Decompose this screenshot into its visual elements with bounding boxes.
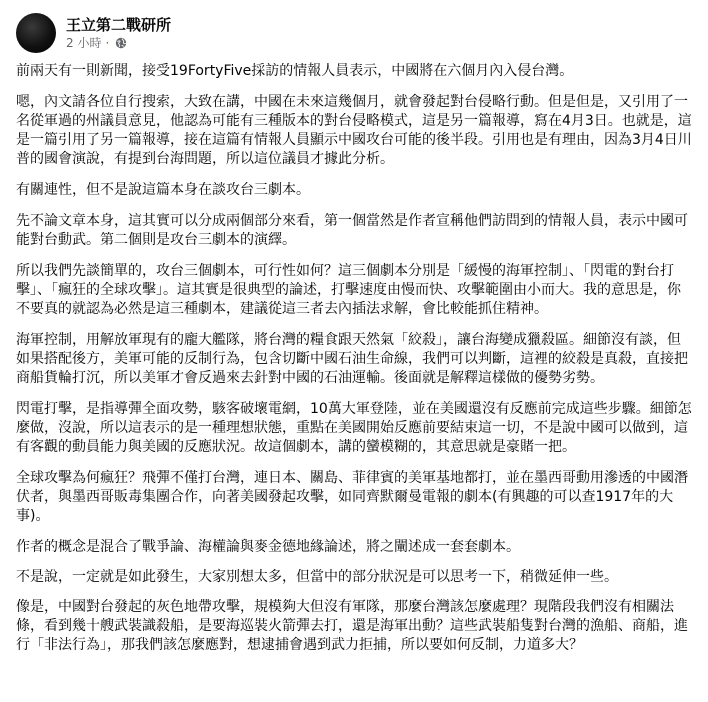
meta-separator: · bbox=[105, 36, 110, 50]
post-paragraph-6: 海軍控制，用解放軍現有的龐大艦隊，將台灣的糧食跟天然氣「絞殺」，讓台海變成獵殺區。細節沒有談，但如果搭配後方，美軍可能的反制行為，包含切斷中國石油生命線，我們可以判斷，這裡的絞殺是真殺，直接把商船貨輪打沉，所以美軍才會反過來去針對中國的石油運輸。後面就是解釋這樣做的優勢劣勢。 bbox=[16, 332, 688, 386]
post-paragraph-11: 像是，中國對台發起的灰色地帶攻擊，規模夠大但沒有軍隊，那麼台灣該怎麼處理？現階段我們沒有相關法條，看到幾十艘武裝識殺船，是要海巡裝火箭彈去打，還是海軍出動？這些武裝船隻對台灣的漁船、商船，進行「非法行為」，那我們該怎麼應對，想逮捕會遇到武力拒捕，所以要如何反制，力道多大？ bbox=[16, 599, 688, 653]
post-paragraph-8: 全球攻擊為何瘋狂？飛彈不僅打台灣，連日本、關島、菲律賓的美軍基地都打，並在墨西哥動用滲透的中國潛伏者，與墨西哥販毒集團合作，向著美國發起攻擊，如同齊默爾曼電報的劇本(有興趣的可以查1917年的大事)。 bbox=[16, 470, 688, 524]
post-paragraph-2: 嗯，內文請各位自行搜索，大致在講，中國在未來這幾個月，就會發起對台侵略行動。但是但是，又引用了一名從軍過的州議員意見，他認為可能有三種版本的對台侵略模式，這是另一篇報導，寫在4月3日。也就是，這是一篇引用了另一篇報導，接在這篇有情報人員顯示中國攻台可能的後半段。引用也是有理由，因為3月4日川普的國會演說，有提到台海問題，所以這位議員才據此分析。 bbox=[16, 94, 692, 167]
post-body bbox=[16, 62, 692, 655]
post-submeta bbox=[66, 35, 171, 51]
post-timestamp[interactable]: 2 小時 bbox=[66, 36, 102, 50]
avatar[interactable] bbox=[16, 13, 56, 53]
post-paragraph-7: 閃電打擊，是指導彈全面攻勢，駭客破壞電網，10萬大軍登陸，並在美國還沒有反應前完成這些步驟。細節怎麼做，沒說，所以這表示的是一種理想狀態，重點在美國開始反應前要結束這一切，不是說中國可以做到，這有客觀的動員能力與美國的反應狀況。故這個劇本，講的蠻模糊的，其意思就是豪賭一把。 bbox=[16, 401, 692, 455]
post-paragraph-4: 先不論文章本身，這其實可以分成兩個部分來看，第一個當然是作者宣稱他們訪問到的情報人員，表示中國可能對台動武。第二個則是攻台三劇本的演繹。 bbox=[16, 213, 688, 248]
post-meta bbox=[66, 15, 171, 51]
author-name[interactable]: 王立第二戰研所 bbox=[66, 16, 172, 34]
post-paragraph-10: 不是說，一定就是如此發生，大家別想太多，但當中的部分狀況是可以思考一下，稍微延伸一些。 bbox=[16, 569, 618, 585]
post-paragraph-9: 作者的概念是混合了戰爭論、海權論與麥金德地緣論述，將之闡述成一套套劇本。 bbox=[16, 539, 520, 555]
globe-icon[interactable] bbox=[115, 37, 127, 49]
post-paragraph-1: 前兩天有一則新聞，接受19FortyFive採訪的情報人員表示，中國將在六個月內入侵台灣。 bbox=[16, 63, 574, 79]
post-header bbox=[16, 0, 692, 58]
post-paragraph-3: 有關連性，但不是說這篇本身在談攻台三劇本。 bbox=[16, 182, 310, 198]
post-paragraph-5: 所以我們先談簡單的，攻台三個劇本，可行性如何？這三個劇本分別是「緩慢的海軍控制」、「閃電的對台打擊」、「瘋狂的全球攻擊」。這其實是很典型的論述，打擊速度由慢而快、攻擊範圍由小而大。我的意思是，你不要真的就認為必然是這三種劇本，建議從這三者去內插法求解，會比較能抓住精神。 bbox=[16, 263, 681, 317]
